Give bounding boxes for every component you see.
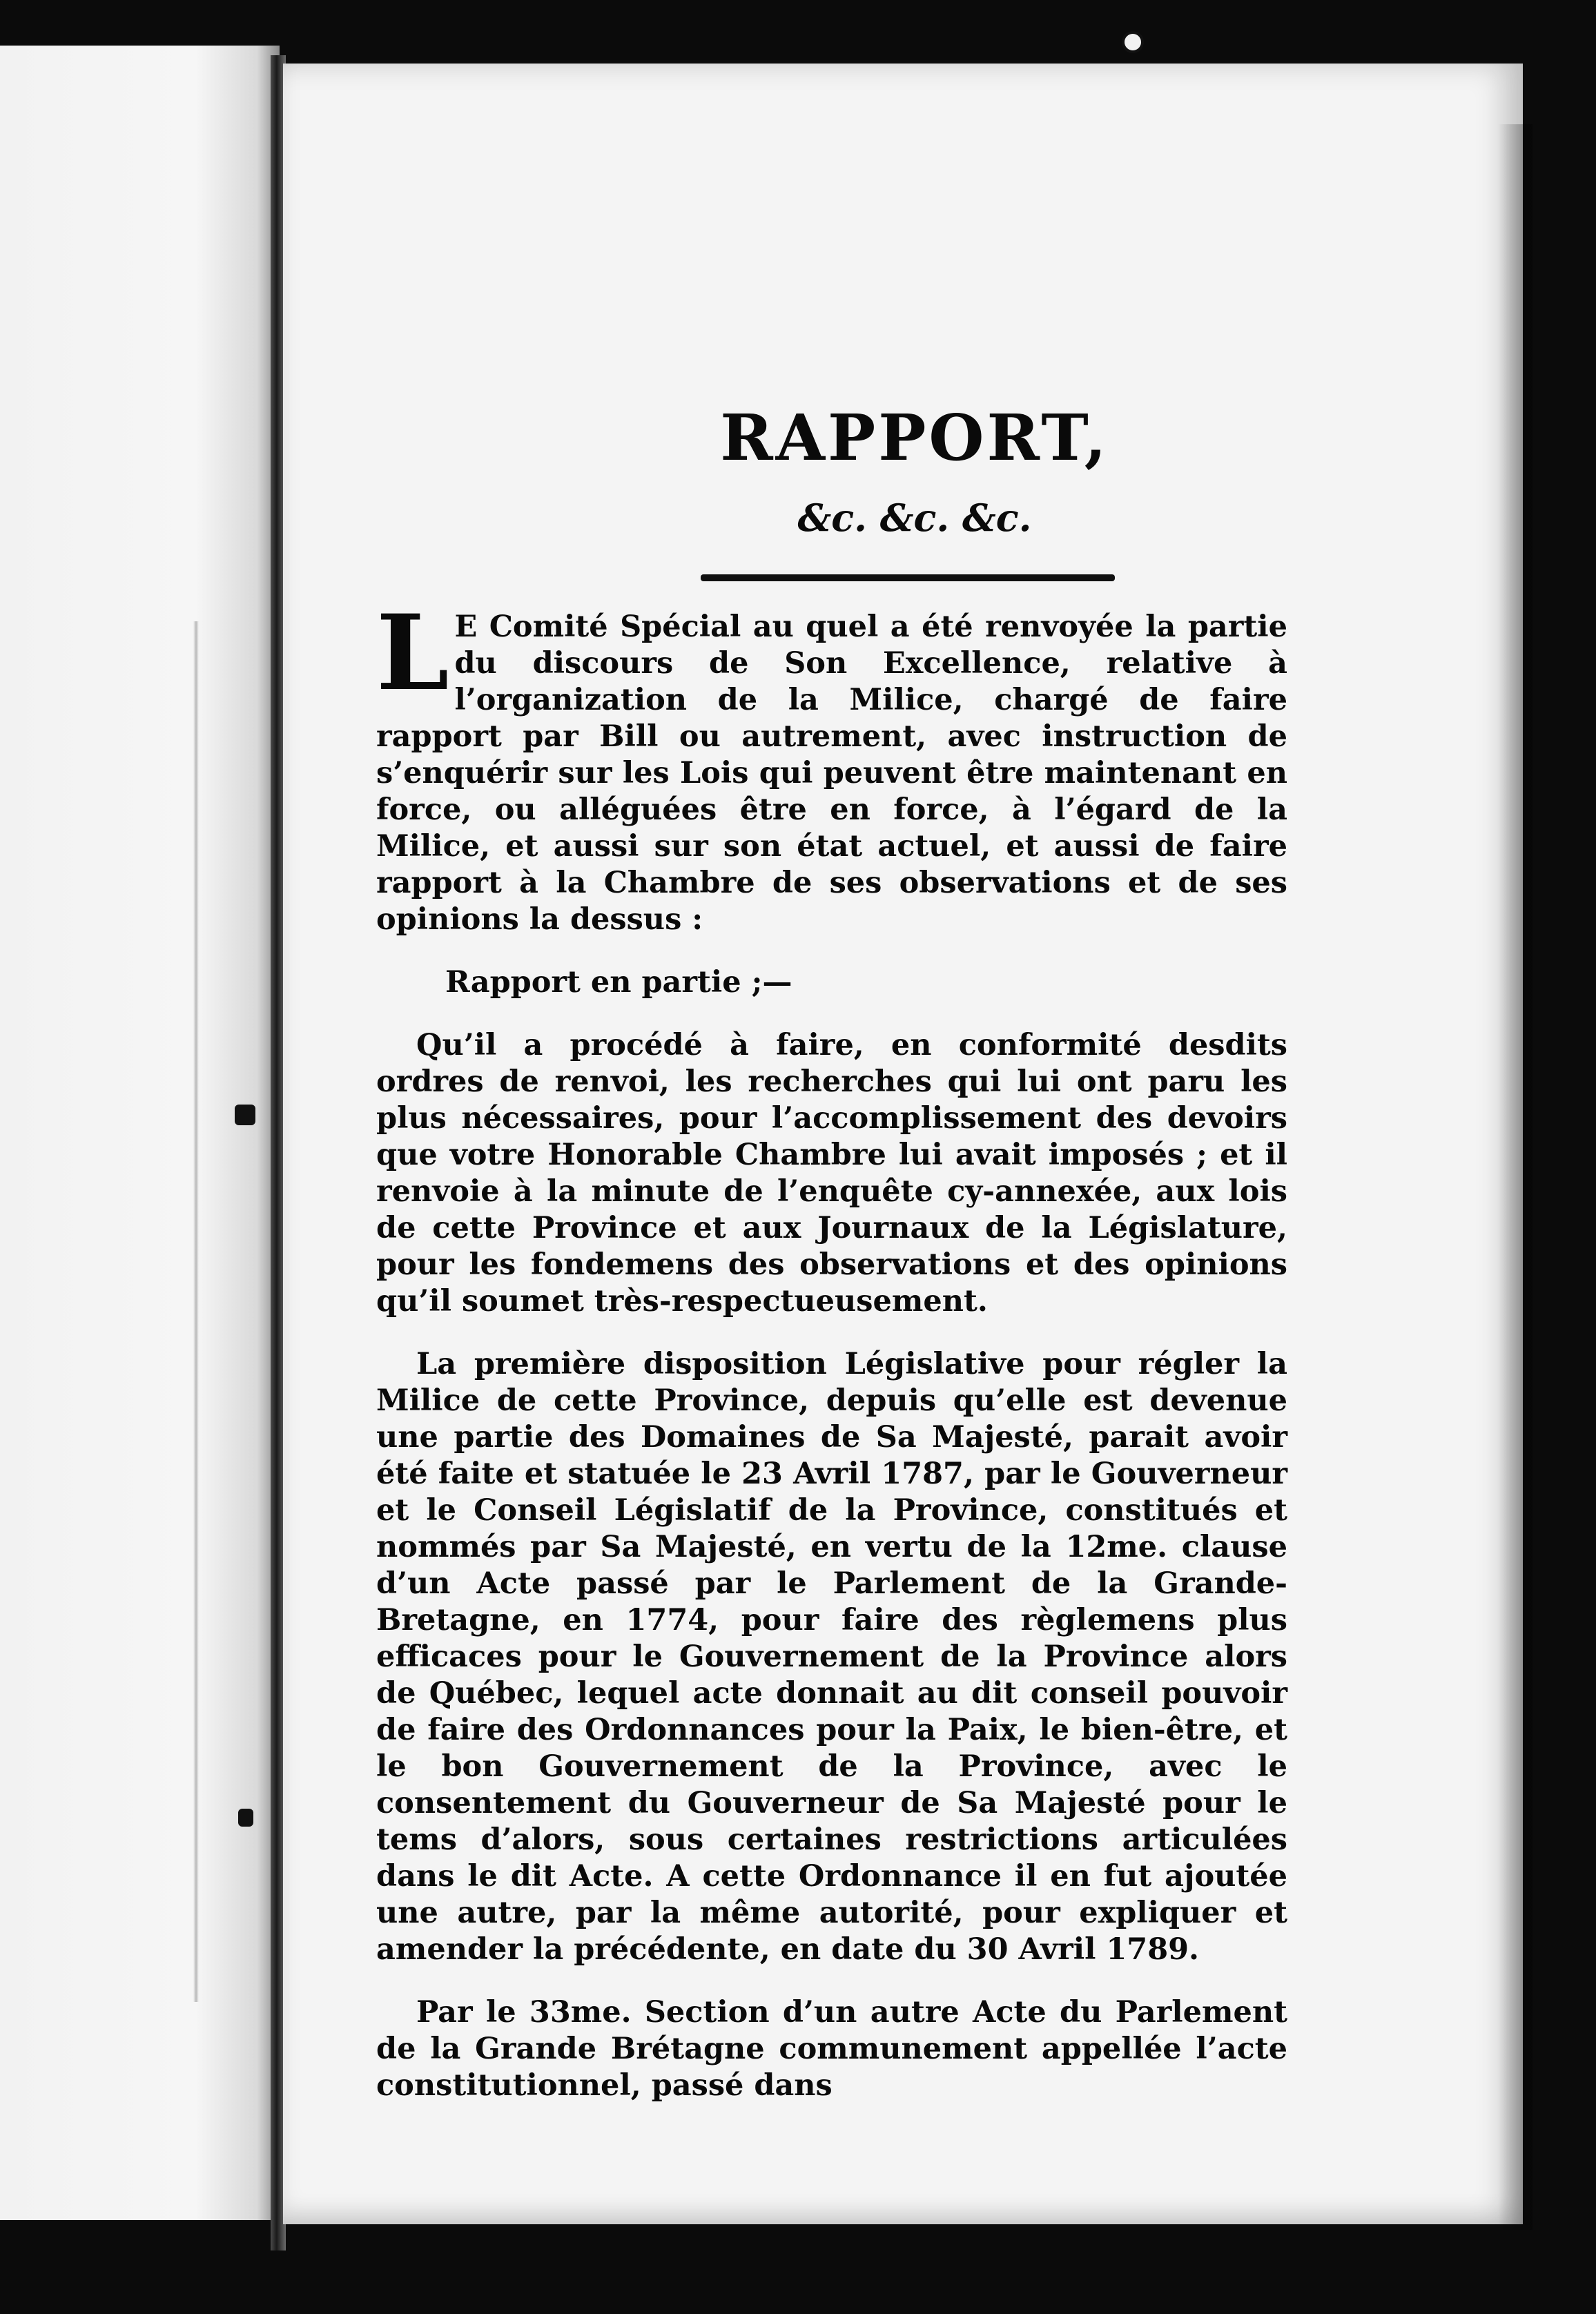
document-title: RAPPORT, <box>720 400 1109 475</box>
intro-text: E Comité Spécial au quel a été renvoyée la partie du discours de Son Excellence, relative à l’organization de la Milice, chargé de faire rapport par Bill ou autrement, avec instruction de s’enquérir sur les Lois qui peuvent être maintenant en force, ou alléguées être en force, à l’égard de la Milice, et aussi sur son état actuel, et aussi de faire rapport à la Chambre de ses observations et de ses opinions la dessus : <box>376 610 1287 937</box>
document-body <box>376 592 1287 2104</box>
binding-mark <box>235 1105 255 1125</box>
paragraph: Qu’il a procédé à faire, en conformité desdits ordres de renvoi, les recherches qui lui ont paru les plus nécessaires, pour l’accomplissement des devoirs que votre Honorable Chambre lui avait imposés ; et il renvoie à la minute de l’enquête cy-annexée, aux lois de cette Province et aux Journaux de la Législature, pour les fondemens des observations et des opinions qu’il soumet très-respectueusement. <box>376 1028 1287 1319</box>
page-shadow <box>1498 124 1532 2230</box>
document-content <box>376 400 1287 2130</box>
binding-mark <box>1122 31 1144 53</box>
paragraph: La première disposition Législative pour régler la Milice de cette Province, depuis qu’elle est devenue une partie des Domaines de Sa Majesté, parait avoir été faite et statuée le 23 Avril 1787, par le Gouverneur et le Conseil Législatif de la Province, constitués et nommés par Sa Majesté, en vertu de la 12me. clause d’un Acte passé par le Parlement de la Grande-Bretagne, en 1774, pour faire des règlemens plus efficaces pour le Gouvernement de la Province alors de Québec, lequel acte donnait au dit conseil pouvoir de faire des Ordonnances pour la Paix, le bien-être, et le bon Gouvernement de la Province, avec le consentement du Gouverneur de Sa Majesté pour le tems d’alors, sous certaines restrictions articulées dans le dit Acte. A cette Ordonnance il en fut ajoutée une autre, par la même autorité, pour expliquer et amender la précédente, en date du 30 Avril 1789. <box>376 1347 1287 1967</box>
binding-mark <box>238 1809 253 1827</box>
left-page-fold <box>193 621 199 2002</box>
report-heading: Rapport en partie ;— <box>445 965 792 1000</box>
drop-cap: L <box>376 592 449 714</box>
title-rule <box>701 574 1115 581</box>
paragraph: Par le 33me. Section d’un autre Acte du Parlement de la Grande Brétagne communement appellée l’acte constitutionnel, passé dans <box>376 1995 1287 2103</box>
intro-paragraph <box>376 592 1287 938</box>
document-subtitle: &c. &c. &c. <box>797 496 1032 540</box>
left-page-edge <box>0 46 280 2220</box>
